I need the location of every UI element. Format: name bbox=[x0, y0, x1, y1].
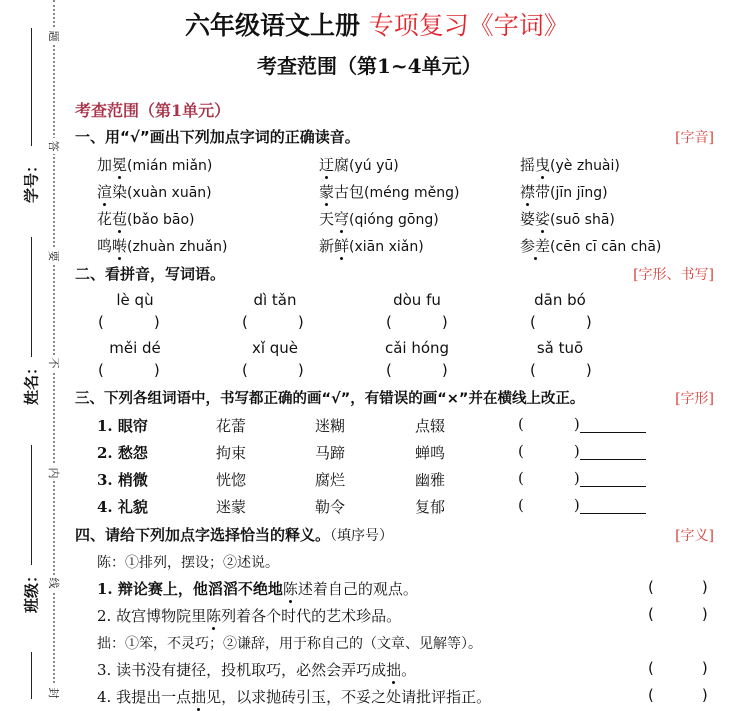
binding-dotted-line bbox=[53, 0, 55, 699]
q2-pinyin: sǎ tuō bbox=[536, 339, 584, 357]
q3-word: 蝉鸣 bbox=[415, 444, 446, 462]
seal-char: 要 bbox=[46, 248, 62, 264]
q1-item[interactable]: 鸣啭(zhuàn zhuǎn) bbox=[97, 237, 228, 255]
q3-word: 点辍 bbox=[415, 417, 446, 435]
q1-item[interactable]: 摇曳(yè zhuài) bbox=[520, 156, 620, 174]
q4-answer-box[interactable]: ( ) bbox=[648, 686, 708, 704]
student-id-label: 学号： bbox=[22, 158, 41, 204]
class-label: 班级： bbox=[22, 568, 41, 614]
q3-word: 恍惚 bbox=[216, 471, 247, 489]
q3-word: 勒令 bbox=[315, 498, 346, 516]
section-scope: 考查范围（第1单元） bbox=[75, 101, 231, 120]
seal-char: 线 bbox=[46, 575, 62, 591]
page-title bbox=[185, 6, 569, 42]
q2-answer-box[interactable]: ( ) bbox=[242, 313, 304, 331]
q4-definition: 拙：①笨，不灵巧；②谦辞，用于称自己的（文章、见解等）。 bbox=[97, 636, 482, 652]
q4-sentence: 1. 辩论赛上，他滔滔不绝地陈述着自己的观点。 bbox=[97, 580, 418, 598]
q3-word: 2. 愁怨 bbox=[97, 444, 148, 462]
q4-definition: 陈：①排列，摆设；②述说。 bbox=[97, 555, 279, 571]
q4-answer-box[interactable]: ( ) bbox=[648, 605, 708, 623]
name-field[interactable] bbox=[31, 237, 32, 357]
q2-answer-box[interactable]: ( ) bbox=[242, 361, 304, 379]
q3-answer[interactable]: ( ) bbox=[518, 442, 646, 460]
class-field[interactable] bbox=[31, 445, 32, 565]
q1-heading: 一、用“√”画出下列加点字词的正确读音。 bbox=[75, 128, 360, 146]
seal-char: 内 bbox=[46, 465, 62, 481]
title-topic: 专项复习《字词》 bbox=[368, 11, 569, 40]
q1-item[interactable]: 襟带(jīn jīng) bbox=[520, 183, 608, 201]
q3-word: 马蹄 bbox=[315, 444, 346, 462]
q2-answer-box[interactable]: ( ) bbox=[386, 361, 448, 379]
q4-answer-box[interactable]: ( ) bbox=[648, 659, 708, 677]
q1-item[interactable]: 天穹(qióng gōng) bbox=[319, 210, 439, 228]
field-line bbox=[31, 652, 32, 699]
q1-tag: [字音] bbox=[675, 130, 714, 146]
q1-item[interactable]: 婆娑(suō shā) bbox=[520, 210, 615, 228]
seal-char: 不 bbox=[46, 355, 62, 371]
q4-sentence: 3. 读书没有捷径，投机取巧，必然会弄巧成拙。 bbox=[97, 661, 417, 679]
page-subtitle: 考查范围（第1~4单元） bbox=[257, 54, 482, 78]
q3-word: 4. 礼貌 bbox=[97, 498, 148, 516]
seal-char: 题 bbox=[46, 28, 62, 44]
q3-tag: [字形] bbox=[675, 391, 714, 407]
q2-answer-box[interactable]: ( ) bbox=[530, 313, 592, 331]
q3-word: 迷蒙 bbox=[216, 498, 247, 516]
q1-item[interactable]: 渲染(xuàn xuān) bbox=[97, 183, 212, 201]
q3-word: 幽雅 bbox=[415, 471, 446, 489]
q3-word: 复郁 bbox=[415, 498, 446, 516]
q1-item[interactable]: 新鲜(xiān xiǎn) bbox=[319, 237, 424, 255]
q1-item[interactable]: 蒙古包(méng měng) bbox=[319, 183, 460, 201]
q2-answer-box[interactable]: ( ) bbox=[530, 361, 592, 379]
q2-pinyin: dì tǎn bbox=[253, 291, 297, 309]
student-id-field[interactable] bbox=[31, 28, 32, 146]
seal-char: 封 bbox=[46, 685, 62, 701]
q1-item[interactable]: 花苞(bǎo bāo) bbox=[97, 210, 195, 228]
seal-char: 答 bbox=[46, 138, 62, 154]
q2-pinyin: dān bó bbox=[534, 291, 586, 309]
q2-answer-box[interactable]: ( ) bbox=[386, 313, 448, 331]
q1-item[interactable]: 迂腐(yú yū) bbox=[319, 156, 399, 174]
q4-sentence: 4. 我提出一点拙见，以求抛砖引玉，不妥之处请批评指正。 bbox=[97, 688, 492, 706]
title-grade: 六年级语文上册 bbox=[185, 11, 361, 40]
q3-answer[interactable]: ( ) bbox=[518, 469, 646, 487]
q3-answer[interactable]: ( ) bbox=[518, 415, 646, 433]
q1-item[interactable]: 参差(cēn cī cān chā) bbox=[520, 237, 662, 255]
q3-heading: 三、下列各组词语中，书写都正确的画“√”，有错误的画“×”并在横线上改正。 bbox=[75, 391, 585, 407]
q4-heading: 四、请给下列加点字选择恰当的释义。（填序号） bbox=[75, 526, 394, 544]
q2-heading: 二、看拼音，写词语。 bbox=[75, 265, 226, 283]
q2-pinyin: dòu fu bbox=[393, 291, 441, 309]
q2-answer-box[interactable]: ( ) bbox=[98, 313, 160, 331]
q2-answer-box[interactable]: ( ) bbox=[98, 361, 160, 379]
q3-word: 迷糊 bbox=[315, 417, 346, 435]
q2-pinyin: cǎi hóng bbox=[384, 339, 450, 357]
q4-answer-box[interactable]: ( ) bbox=[648, 578, 708, 596]
q2-tag: [字形、书写] bbox=[633, 267, 714, 283]
q1-item[interactable]: 加冕(mián miǎn) bbox=[97, 156, 213, 174]
q3-word: 拘束 bbox=[216, 444, 247, 462]
q3-word: 1. 眼帘 bbox=[97, 417, 148, 435]
q3-word: 腐烂 bbox=[315, 471, 346, 489]
q2-pinyin: měi dé bbox=[109, 339, 161, 357]
q3-answer[interactable]: ( ) bbox=[518, 496, 646, 514]
q2-pinyin: xǐ què bbox=[251, 339, 299, 357]
q3-word: 花蕾 bbox=[216, 417, 247, 435]
q4-sentence: 2. 故宫博物院里陈列着各个时代的艺术珍品。 bbox=[97, 607, 402, 625]
q4-tag: [字义] bbox=[675, 528, 714, 544]
q3-word: 3. 梢微 bbox=[97, 471, 148, 489]
name-label: 姓名： bbox=[22, 360, 41, 406]
q2-pinyin: lè qù bbox=[116, 291, 154, 309]
